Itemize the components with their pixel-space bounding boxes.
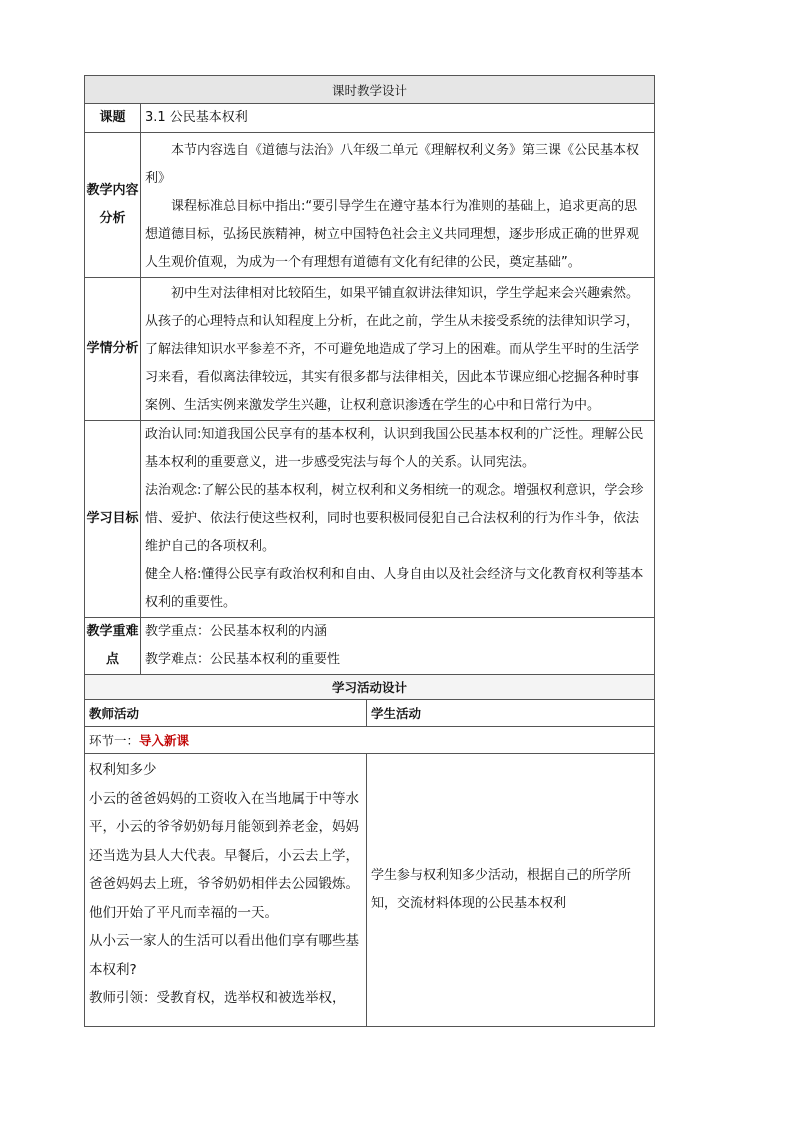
objective-item: 健全人格:懂得公民享有政治权利和自由、人身自由以及社会经济与文化教育权利等基本权利的重要性。 — [145, 567, 644, 610]
content-analysis-para-2: 课程标准总目标中指出:“要引导学生在遵守基本行为准则的基础上，追求更高的思想道德目标，弘扬民族精神，树立中国特色社会主义共同理想，逐步形成正确的世界观人生观价值观，为成为一个有理想有道德有文化有纪律的公民，奠定基础”。 — [145, 199, 640, 270]
student-analysis-text: 初中生对法律相对比较陌生，如果平铺直叙讲法律知识，学生学起来会兴趣索然。从孩子的心理特点和认知程度上分析，在此之前，学生从未接受系统的法律知识学习，了解法律知识水平参差不齐，不可避免地造成了学习上的困难。而从学生平时的生活学习来看，看似离法律较远，其实有很多都与法律相关，因此本节课应细心挖掘各种时事案例、生活实例来激发学生兴趣，让权利意识渗透在学生的心中和日常行为中。 — [145, 286, 640, 413]
activity-design-title: 学习活动设计 — [85, 675, 655, 700]
content-analysis-para-1: 本节内容选自《道德与法治》八年级二单元《理解权利义务》第三课《公民基本权利》 — [145, 143, 640, 186]
student-analysis-body — [141, 278, 655, 421]
student-col-header: 学生活动 — [367, 700, 655, 727]
student-activity: 学生参与权利知多少活动，根据自己的所学所知，交流材料体现的公民基本权利 — [367, 754, 655, 1027]
key-point-item: 教学难点：公民基本权利的重要性 — [145, 652, 341, 667]
content-analysis-body — [141, 133, 655, 278]
lesson-plan-table — [84, 75, 655, 1027]
teacher-line: 从小云一家人的生活可以看出他们享有哪些基本权利? — [89, 933, 359, 978]
teacher-line: 教师引领：受教育权，选举权和被选举权， — [89, 990, 346, 1006]
objectives-label: 学习目标 — [85, 421, 141, 618]
topic-value: 3.1 公民基本权利 — [141, 104, 655, 133]
key-point-item: 教学重点：公民基本权利的内涵 — [145, 624, 328, 639]
teacher-line: 权利知多少 — [89, 762, 157, 778]
teacher-line: 小云的爸爸妈妈的工资收入在当地属于中等水平，小云的爷爷奶奶每月能领到养老金，妈妈还当选为县人大代表。早餐后，小云去上学，爸爸妈妈去上班，爷爷奶奶相伴去公园锻炼。他们开始了平凡而幸福的一天。 — [89, 790, 359, 921]
objective-item: 法治观念:了解公民的基本权利，树立权利和义务相统一的观念。增强权利意识，学会珍惜、爱护、依法行使这些权利，同时也要积极同侵犯自己合法权利的行为作斗争，依法维护自己的各项权利。 — [145, 483, 644, 554]
objectives-body — [141, 421, 655, 618]
content-analysis-label: 教学内容分析 — [85, 133, 141, 278]
lesson-plan — [84, 75, 654, 1027]
step-1-row — [85, 727, 655, 754]
step-1-name: 导入新课 — [139, 733, 190, 748]
key-points-body — [141, 618, 655, 675]
teacher-activity — [85, 754, 367, 1027]
topic-label: 课题 — [85, 104, 141, 133]
teacher-col-header: 教师活动 — [85, 700, 367, 727]
key-points-label: 教学重难点 — [85, 618, 141, 675]
step-1-prefix: 环节一： — [89, 733, 140, 748]
doc-title: 课时教学设计 — [85, 76, 655, 104]
student-analysis-label: 学情分析 — [85, 278, 141, 421]
objective-item: 政治认同:知道我国公民享有的基本权利，认识到我国公民基本权利的广泛性。理解公民基本权利的重要意义，进一步感受宪法与每个人的关系。认同宪法。 — [145, 427, 644, 470]
